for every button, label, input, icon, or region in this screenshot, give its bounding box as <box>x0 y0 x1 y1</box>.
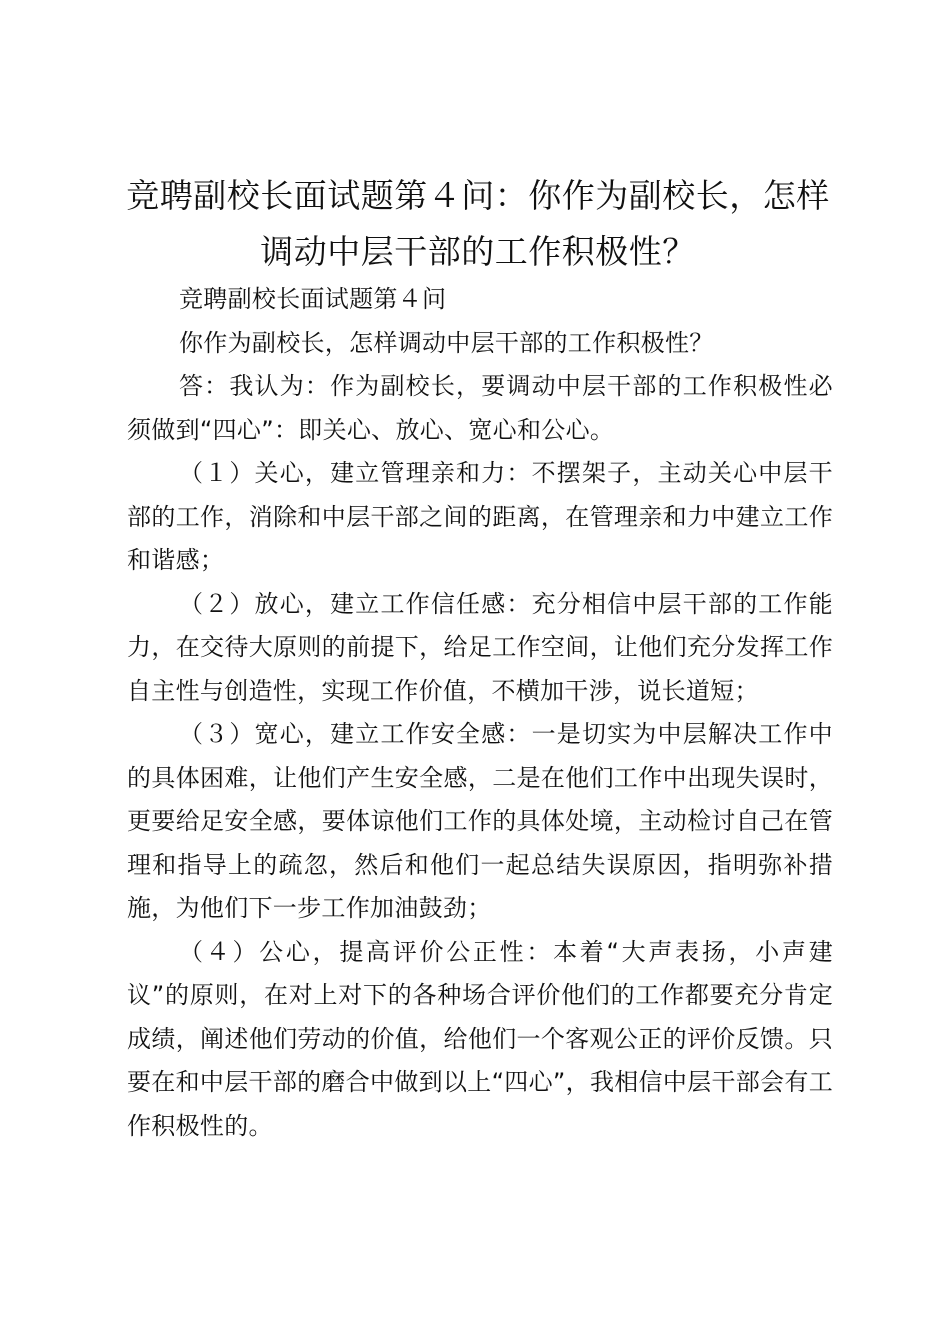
paragraph-point-1: （１）关心，建立管理亲和力：不摆架子，主动关心中层干部的工作，消除和中层干部之间的距离，在管理亲和力中建立工作和谐感； <box>127 459 833 574</box>
document-body <box>127 278 833 1148</box>
paragraph-answer-intro: 答：我认为：作为副校长，要调动中层干部的工作积极性必须做到“四心”：即关心、放心、宽心和公心。 <box>127 372 833 444</box>
document-title: 竞聘副校长面试题第４问：你作为副校长，怎样调动中层干部的工作积极性？ <box>126 176 830 271</box>
paragraph-point-2: （２）放心，建立工作信任感：充分相信中层干部的工作能力，在交待大原则的前提下，给足工作空间，让他们充分发挥工作自主性与创造性，实现工作价值，不横加干涉，说长道短； <box>127 589 833 705</box>
paragraph-question: 你作为副校长，怎样调动中层干部的工作积极性？ <box>179 328 714 357</box>
paragraph-point-4: （４）公心，提高评价公正性：本着“大声表扬，小声建议”的原则，在对上对下的各种场合评价他们的工作都要充分肯定成绩，阐述他们劳动的价值，给他们一个客观公正的评价反馈。只要在和中层干部的磨合中做到以上“四心”，我相信中层干部会有工作积极性的。 <box>127 937 833 1140</box>
paragraph-subtitle: 竞聘副校长面试题第４问 <box>179 285 447 313</box>
paragraph-point-3: （３）宽心，建立工作安全感：一是切实为中层解决工作中的具体困难，让他们产生安全感，二是在他们工作中出现失误时，更要给足安全感，要体谅他们工作的具体处境，主动检讨自己在管理和指导上的疏忽，然后和他们一起总结失误原因，指明弥补措施，为他们下一步工作加油鼓劲； <box>127 720 833 922</box>
